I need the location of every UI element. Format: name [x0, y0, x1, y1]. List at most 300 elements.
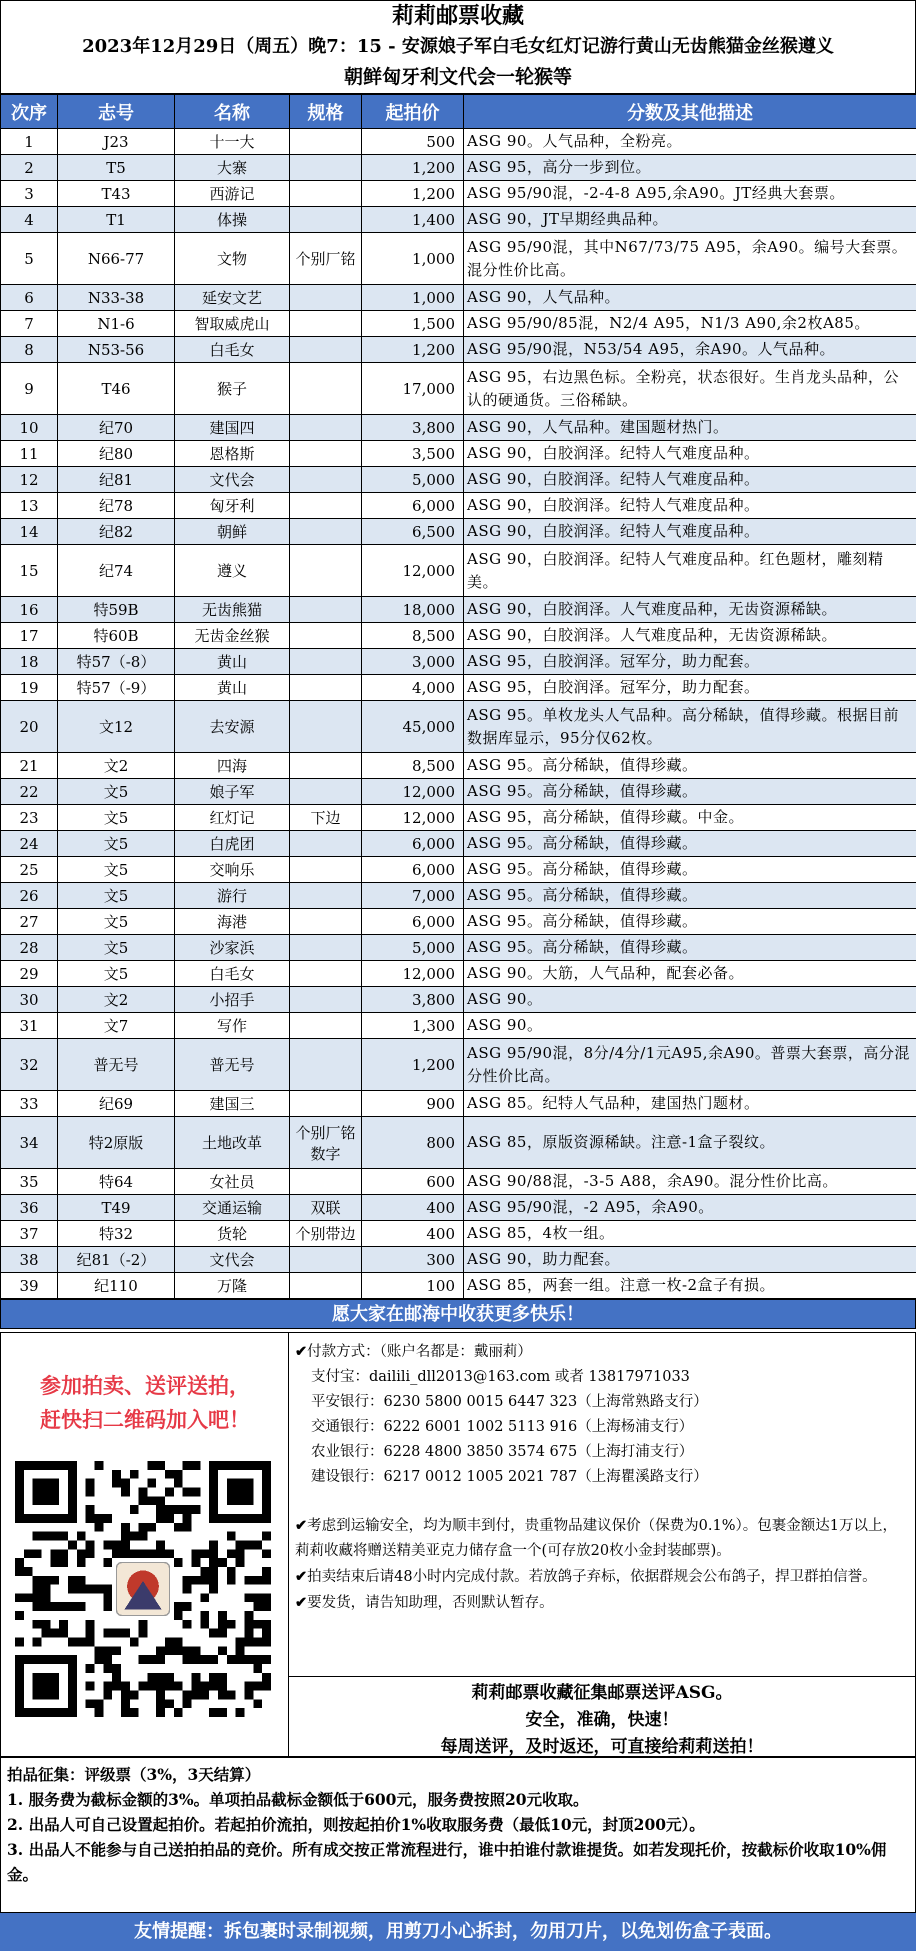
lot-description: ASG 95，白胶润泽。冠军分，助力配套。: [464, 675, 916, 701]
rule-2: 2. 出品人可自己设置起拍价。若起拍价流拍，则按起拍价1%收取服务费（最低10元，封顶200元）。: [7, 1815, 705, 1834]
lot-description: ASG 95。高分稀缺，值得珍藏。: [464, 753, 916, 779]
wish-banner: 愿大家在邮海中收获更多快乐！: [0, 1299, 916, 1329]
lot-name: 猴子: [175, 363, 290, 415]
lot-number: 26: [1, 883, 58, 909]
lot-spec: [290, 1013, 362, 1039]
lot-number: 32: [1, 1039, 58, 1091]
lot-number: 14: [1, 519, 58, 545]
lot-name: 白虎团: [175, 831, 290, 857]
table-row: [1, 415, 916, 441]
lot-name: 建国三: [175, 1091, 290, 1117]
lot-start-price: 400: [362, 1195, 464, 1221]
table-row: [1, 467, 916, 493]
lot-spec: [290, 961, 362, 987]
lot-spec: [290, 597, 362, 623]
lot-name: 文物: [175, 233, 290, 285]
table-row: [1, 519, 916, 545]
lot-code: T46: [58, 363, 175, 415]
col-header-no: 次序: [1, 95, 58, 129]
lot-number: 22: [1, 779, 58, 805]
lot-name: 文代会: [175, 1247, 290, 1273]
lot-spec: [290, 337, 362, 363]
table-row: [1, 649, 916, 675]
lot-description: ASG 90。人气品种，全粉亮。: [464, 129, 916, 155]
recruit-line-1: 莉莉邮票收藏征集邮票送评ASG。: [471, 1683, 733, 1703]
lot-description: ASG 90。: [464, 987, 916, 1013]
lot-start-price: 17,000: [362, 363, 464, 415]
rule-1: 1. 服务费为截标金额的3%。单项拍品截标金额低于600元，服务费按照20元收取。: [7, 1790, 589, 1809]
lot-code: N1-6: [58, 311, 175, 337]
lot-description: ASG 95/90混，N53/54 A95，余A90。人气品种。: [464, 337, 916, 363]
table-row: [1, 1169, 916, 1195]
lot-code: 纪78: [58, 493, 175, 519]
lot-description: ASG 85。纪特人气品种，建国热门题材。: [464, 1091, 916, 1117]
lot-spec: 下边: [290, 805, 362, 831]
lot-spec: [290, 857, 362, 883]
lot-spec: [290, 753, 362, 779]
lot-code: 文5: [58, 857, 175, 883]
col-header-price: 起拍价: [362, 95, 464, 129]
lot-code: 特32: [58, 1221, 175, 1247]
consignment-rules: [0, 1757, 916, 1913]
table-row: [1, 311, 916, 337]
lot-table-body: [1, 129, 916, 1299]
lot-description: ASG 95，高分稀缺，值得珍藏。中金。: [464, 805, 916, 831]
lot-description: ASG 90，人气品种。: [464, 285, 916, 311]
lot-spec: [290, 493, 362, 519]
lot-name: 小招手: [175, 987, 290, 1013]
lot-code: T1: [58, 207, 175, 233]
lot-start-price: 12,000: [362, 545, 464, 597]
lot-code: T49: [58, 1195, 175, 1221]
lot-name: 大寨: [175, 155, 290, 181]
lot-name: 四海: [175, 753, 290, 779]
lot-start-price: 1,400: [362, 207, 464, 233]
lot-number: 1: [1, 129, 58, 155]
lot-description: ASG 90，白胶润泽。纪特人气难度品种。: [464, 467, 916, 493]
lot-number: 16: [1, 597, 58, 623]
lot-number: 5: [1, 233, 58, 285]
lot-start-price: 300: [362, 1247, 464, 1273]
table-row: [1, 805, 916, 831]
lot-number: 10: [1, 415, 58, 441]
table-row: [1, 1273, 916, 1299]
lot-start-price: 8,500: [362, 753, 464, 779]
lot-code: N66-77: [58, 233, 175, 285]
lot-code: 纪70: [58, 415, 175, 441]
col-header-code: 志号: [58, 95, 175, 129]
page-title: 莉莉邮票收藏: [391, 3, 524, 29]
lot-spec: [290, 987, 362, 1013]
rules-heading: 拍品征集：评级票（3%，3天结算）: [7, 1765, 261, 1784]
lot-number: 4: [1, 207, 58, 233]
lot-code: N33-38: [58, 285, 175, 311]
bank-account-ccb: 建设银行：6217 0012 1005 2021 787（上海瞿溪路支行）: [311, 1469, 708, 1485]
lot-name: 西游记: [175, 181, 290, 207]
lot-start-price: 6,000: [362, 493, 464, 519]
lot-name: 游行: [175, 883, 290, 909]
lot-description: ASG 95。高分稀缺，值得珍藏。: [464, 935, 916, 961]
table-row: [1, 1221, 916, 1247]
lot-number: 24: [1, 831, 58, 857]
table-row: [1, 285, 916, 311]
lot-name: 遵义: [175, 545, 290, 597]
lot-name: 黄山: [175, 649, 290, 675]
lot-name: 写作: [175, 1013, 290, 1039]
lot-name: 体操: [175, 207, 290, 233]
lot-description: ASG 90。: [464, 1013, 916, 1039]
lot-description: ASG 95/90混，其中N67/73/75 A95，余A90。编号大套票。混分性价比高。: [464, 233, 916, 285]
lot-start-price: 1,200: [362, 337, 464, 363]
recruit-line-3: 每周送评，及时返还，可直接给莉莉送拍！: [440, 1737, 764, 1757]
lot-number: 18: [1, 649, 58, 675]
lot-code: 普无号: [58, 1039, 175, 1091]
lot-number: 2: [1, 155, 58, 181]
lot-spec: [290, 935, 362, 961]
lot-description: ASG 90，JT早期经典品种。: [464, 207, 916, 233]
lot-number: 33: [1, 1091, 58, 1117]
lot-code: 文12: [58, 701, 175, 753]
lot-start-price: 5,000: [362, 467, 464, 493]
table-row: [1, 1091, 916, 1117]
lot-name: 货轮: [175, 1221, 290, 1247]
promo-text: [1, 1369, 289, 1437]
lot-number: 20: [1, 701, 58, 753]
lot-spec: [290, 1273, 362, 1299]
lot-name: 白毛女: [175, 337, 290, 363]
lot-name: 建国四: [175, 415, 290, 441]
lot-description: ASG 95。高分稀缺，值得珍藏。: [464, 831, 916, 857]
lot-start-price: 800: [362, 1117, 464, 1169]
lot-spec: [290, 129, 362, 155]
lot-code: 文5: [58, 935, 175, 961]
lot-name: 万隆: [175, 1273, 290, 1299]
note-shipping: 考虑到运输安全，均为顺丰到付，贵重物品建议保价（保费为0.1%）。包裹金额达1万以上，莉莉收藏将赠送精美亚克力储存盒一个(可存放20枚小金封装邮票)。: [295, 1518, 897, 1559]
recruit-box: [289, 1676, 915, 1756]
lot-start-price: 900: [362, 1091, 464, 1117]
lot-start-price: 100: [362, 1273, 464, 1299]
lot-spec: [290, 909, 362, 935]
lot-spec: 个别厂铭数字: [290, 1117, 362, 1169]
lot-code: 文5: [58, 961, 175, 987]
lot-description: ASG 85，两套一组。注意一枚-2盒子有损。: [464, 1273, 916, 1299]
lot-name: 土地改革: [175, 1117, 290, 1169]
lot-number: 23: [1, 805, 58, 831]
table-row: [1, 675, 916, 701]
footer-reminder: 友情提醒：拆包裹时录制视频，用剪刀小心拆封，勿用刀片，以免划伤盒子表面。: [0, 1913, 916, 1951]
lot-spec: [290, 1169, 362, 1195]
promo-line-2: 赶快扫二维码加入吧！: [40, 1407, 250, 1432]
lot-spec: 个别带边: [290, 1221, 362, 1247]
lot-name: 交通运输: [175, 1195, 290, 1221]
table-row: [1, 1195, 916, 1221]
lot-description: ASG 90，人气品种。建国题材热门。: [464, 415, 916, 441]
lot-spec: [290, 701, 362, 753]
lot-description: ASG 90，白胶润泽。纪特人气难度品种。: [464, 441, 916, 467]
lot-start-price: 1,500: [362, 311, 464, 337]
lot-number: 27: [1, 909, 58, 935]
lot-code: 文5: [58, 831, 175, 857]
table-row: [1, 1013, 916, 1039]
lot-start-price: 1,200: [362, 1039, 464, 1091]
lot-spec: [290, 519, 362, 545]
lot-start-price: 1,200: [362, 155, 464, 181]
lot-spec: [290, 623, 362, 649]
lot-code: 文7: [58, 1013, 175, 1039]
lot-description: ASG 95/90混，-2-4-8 A95,余A90。JT经典大套票。: [464, 181, 916, 207]
lot-start-price: 18,000: [362, 597, 464, 623]
lot-number: 13: [1, 493, 58, 519]
lot-description: ASG 90，白胶润泽。纪特人气难度品种。: [464, 493, 916, 519]
lot-start-price: 3,800: [362, 987, 464, 1013]
lot-description: ASG 90。大筋，人气品种，配套必备。: [464, 961, 916, 987]
lot-code: 纪69: [58, 1091, 175, 1117]
check-icon: ✔: [295, 1594, 308, 1611]
payment-title: 付款方式：（账户名都是：戴丽莉）: [307, 1344, 532, 1360]
lot-number: 39: [1, 1273, 58, 1299]
lot-name: 智取威虎山: [175, 311, 290, 337]
lot-code: 文2: [58, 987, 175, 1013]
lot-code: 纪82: [58, 519, 175, 545]
table-row: [1, 779, 916, 805]
lot-description: ASG 95。高分稀缺，值得珍藏。: [464, 909, 916, 935]
lot-description: ASG 85，原版资源稀缺。注意-1盒子裂纹。: [464, 1117, 916, 1169]
table-row: [1, 987, 916, 1013]
lot-description: ASG 95。单枚龙头人气品种。高分稀缺，值得珍藏。根据目前数据库显示，95分仅62枚。: [464, 701, 916, 753]
lot-spec: [290, 675, 362, 701]
lot-spec: [290, 649, 362, 675]
lot-start-price: 6,500: [362, 519, 464, 545]
lot-spec: [290, 1247, 362, 1273]
lot-description: ASG 90/88混，-3-5 A88，余A90。混分性价比高。: [464, 1169, 916, 1195]
lot-start-price: 3,500: [362, 441, 464, 467]
table-row: [1, 363, 916, 415]
table-row: [1, 493, 916, 519]
table-row: [1, 181, 916, 207]
table-row: [1, 935, 916, 961]
table-row: [1, 441, 916, 467]
lot-code: N53-56: [58, 337, 175, 363]
table-row: [1, 207, 916, 233]
table-row: [1, 883, 916, 909]
table-row: [1, 1039, 916, 1091]
lot-code: 文5: [58, 909, 175, 935]
lot-number: 12: [1, 467, 58, 493]
lot-name: 朝鲜: [175, 519, 290, 545]
lot-spec: [290, 545, 362, 597]
col-header-name: 名称: [175, 95, 290, 129]
lot-spec: [290, 363, 362, 415]
lot-name: 普无号: [175, 1039, 290, 1091]
lot-description: ASG 95/90混，-2 A95，余A90。: [464, 1195, 916, 1221]
lot-number: 6: [1, 285, 58, 311]
lot-name: 十一大: [175, 129, 290, 155]
table-row: [1, 337, 916, 363]
col-header-desc: 分数及其他描述: [464, 95, 916, 129]
lot-number: 29: [1, 961, 58, 987]
lot-number: 19: [1, 675, 58, 701]
alipay-account: 支付宝：dailili_dll2013@163.com 或者 13817971033: [311, 1369, 690, 1385]
lot-spec: 个别厂铭: [290, 233, 362, 285]
lot-spec: 双联: [290, 1195, 362, 1221]
lot-start-price: 3,000: [362, 649, 464, 675]
lot-description: ASG 95/90混，8分/4分/1元A95,余A90。普票大套票，高分混分性价比高。: [464, 1039, 916, 1091]
lot-description: ASG 90，白胶润泽。纪特人气难度品种。红色题材，雕刻精美。: [464, 545, 916, 597]
lot-spec: [290, 285, 362, 311]
lot-description: ASG 95。高分稀缺，值得珍藏。: [464, 857, 916, 883]
recruit-line-2: 安全，准确，快速！: [525, 1710, 679, 1730]
lot-code: 纪74: [58, 545, 175, 597]
table-row: [1, 857, 916, 883]
table-row: [1, 701, 916, 753]
lot-name: 匈牙利: [175, 493, 290, 519]
lot-number: 34: [1, 1117, 58, 1169]
lot-spec: [290, 883, 362, 909]
lot-code: 特59B: [58, 597, 175, 623]
lot-start-price: 1,300: [362, 1013, 464, 1039]
payment-info: [295, 1339, 909, 1490]
lot-description: ASG 90，白胶润泽。纪特人气难度品种。: [464, 519, 916, 545]
table-row: [1, 961, 916, 987]
lot-spec: [290, 155, 362, 181]
table-row: [1, 545, 916, 597]
table-row: [1, 129, 916, 155]
lot-number: 8: [1, 337, 58, 363]
lot-start-price: 6,000: [362, 909, 464, 935]
qr-code-icon[interactable]: [15, 1461, 271, 1717]
lot-spec: [290, 1039, 362, 1091]
lot-number: 21: [1, 753, 58, 779]
lot-start-price: 12,000: [362, 961, 464, 987]
lot-name: 白毛女: [175, 961, 290, 987]
lot-code: 纪110: [58, 1273, 175, 1299]
lot-name: 娘子军: [175, 779, 290, 805]
table-row: [1, 155, 916, 181]
lot-code: T5: [58, 155, 175, 181]
lot-start-price: 1,000: [362, 285, 464, 311]
lot-description: ASG 95，白胶润泽。冠军分，助力配套。: [464, 649, 916, 675]
lot-name: 无齿熊猫: [175, 597, 290, 623]
table-row: [1, 233, 916, 285]
lot-number: 25: [1, 857, 58, 883]
check-icon: ✔: [295, 1517, 308, 1534]
lot-name: 无齿金丝猴: [175, 623, 290, 649]
lot-code: 纪81: [58, 467, 175, 493]
lot-start-price: 3,800: [362, 415, 464, 441]
lot-start-price: 400: [362, 1221, 464, 1247]
lot-name: 文代会: [175, 467, 290, 493]
lot-spec: [290, 831, 362, 857]
lot-name: 红灯记: [175, 805, 290, 831]
table-row: [1, 1117, 916, 1169]
lot-code: 文5: [58, 883, 175, 909]
lot-spec: [290, 415, 362, 441]
lot-start-price: 6,000: [362, 857, 464, 883]
lot-spec: [290, 311, 362, 337]
lot-number: 11: [1, 441, 58, 467]
lot-code: J23: [58, 129, 175, 155]
lot-spec: [290, 467, 362, 493]
table-row: [1, 753, 916, 779]
lot-code: 特60B: [58, 623, 175, 649]
lot-code: T43: [58, 181, 175, 207]
table-row: [1, 831, 916, 857]
page-header: [0, 0, 916, 94]
shipping-notes: [295, 1513, 909, 1616]
lot-description: ASG 90，白胶润泽。人气难度品种，无齿资源稀缺。: [464, 597, 916, 623]
lot-number: 9: [1, 363, 58, 415]
payment-column: [289, 1333, 915, 1756]
lot-number: 35: [1, 1169, 58, 1195]
lot-name: 女社员: [175, 1169, 290, 1195]
lot-spec: [290, 1091, 362, 1117]
lot-spec: [290, 441, 362, 467]
lot-code: 特57（-8）: [58, 649, 175, 675]
lot-name: 恩格斯: [175, 441, 290, 467]
lot-code: 特2原版: [58, 1117, 175, 1169]
lot-name: 沙家浜: [175, 935, 290, 961]
lot-spec: [290, 779, 362, 805]
lot-description: ASG 95，右边黑色标。全粉亮，状态很好。生肖龙头品种，公认的硬通货。三俗稀缺。: [464, 363, 916, 415]
lot-number: 15: [1, 545, 58, 597]
lot-number: 28: [1, 935, 58, 961]
lot-start-price: 500: [362, 129, 464, 155]
lot-description: ASG 95/90/85混，N2/4 A95，N1/3 A90,余2枚A85。: [464, 311, 916, 337]
col-header-spec: 规格: [290, 95, 362, 129]
lot-name: 黄山: [175, 675, 290, 701]
lot-code: 纪81（-2）: [58, 1247, 175, 1273]
lot-description: ASG 85，4枚一组。: [464, 1221, 916, 1247]
lot-number: 38: [1, 1247, 58, 1273]
lot-description: ASG 90，白胶润泽。人气难度品种，无齿资源稀缺。: [464, 623, 916, 649]
lot-spec: [290, 181, 362, 207]
note-dispatch: 要发货，请告知助理，否则默认暂存。: [307, 1595, 554, 1611]
lot-start-price: 5,000: [362, 935, 464, 961]
table-row: [1, 1247, 916, 1273]
auction-subtitle: 朝鲜匈牙利文代会一轮猴等: [343, 66, 572, 88]
lot-name: 延安文艺: [175, 285, 290, 311]
bank-account-pingan: 平安银行：6230 5800 0015 6447 323（上海常熟路支行）: [311, 1394, 708, 1410]
lot-number: 37: [1, 1221, 58, 1247]
lot-start-price: 1,200: [362, 181, 464, 207]
lot-name: 交响乐: [175, 857, 290, 883]
lot-start-price: 4,000: [362, 675, 464, 701]
lot-number: 31: [1, 1013, 58, 1039]
promo-column: [1, 1333, 289, 1756]
lot-name: 去安源: [175, 701, 290, 753]
lot-number: 3: [1, 181, 58, 207]
lot-start-price: 45,000: [362, 701, 464, 753]
note-payment-deadline: 拍卖结束后请48小时内完成付款。若放鸽子弃标，依据群规会公布鸽子，捍卫群拍信誉。: [307, 1569, 877, 1585]
lot-number: 36: [1, 1195, 58, 1221]
lot-start-price: 1,000: [362, 233, 464, 285]
rule-3: 3. 出品人不能参与自己送拍拍品的竞价。所有成交按正常流程进行，谁中拍谁付款谁提货。如若发现托价，按截标价收取10%佣金。: [7, 1840, 887, 1884]
bank-account-abc: 农业银行：6228 4800 3850 3574 675（上海打浦支行）: [311, 1444, 694, 1460]
lot-code: 特64: [58, 1169, 175, 1195]
lot-start-price: 7,000: [362, 883, 464, 909]
lot-start-price: 6,000: [362, 831, 464, 857]
lot-start-price: 12,000: [362, 805, 464, 831]
lot-code: 文5: [58, 779, 175, 805]
lot-table: [0, 94, 916, 1299]
table-row: [1, 909, 916, 935]
lot-name: 海港: [175, 909, 290, 935]
check-icon: ✔: [295, 1343, 308, 1360]
lot-description: ASG 90，助力配套。: [464, 1247, 916, 1273]
lot-description: ASG 95。高分稀缺，值得珍藏。: [464, 883, 916, 909]
lot-code: 文5: [58, 805, 175, 831]
lot-description: ASG 95，高分一步到位。: [464, 155, 916, 181]
